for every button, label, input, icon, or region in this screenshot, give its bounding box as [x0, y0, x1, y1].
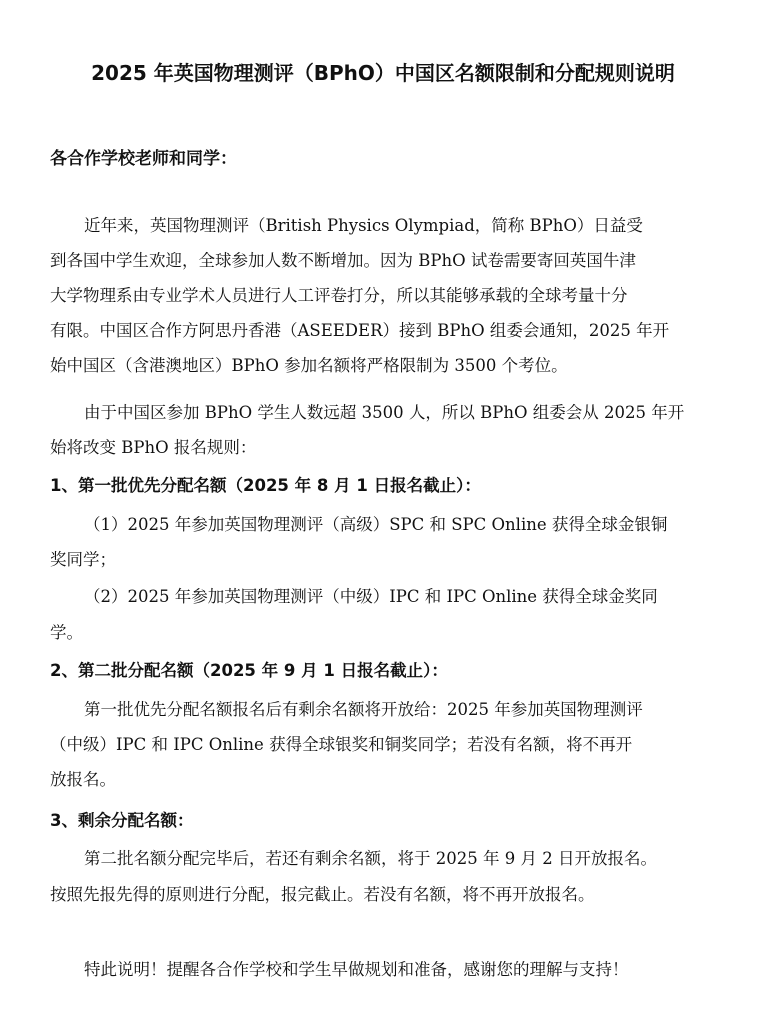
change-line-1: 由于中国区参加 BPhO 学生人数远超 3500 人，所以 BPhO 组委会从 2025 年开: [84, 403, 685, 422]
change-line-2: 始将改变 BPhO 报名规则：: [50, 438, 257, 457]
section2-line-2: （中级）IPC 和 IPC Online 获得全球银奖和铜奖同学；若没有名额，将不再开: [50, 735, 633, 754]
intro-line-5: 始中国区（含港澳地区）BPhO 参加名额将严格限制为 3500 个考位。: [50, 356, 568, 375]
section1-item2-line-2: 学。: [50, 623, 83, 642]
salutation: 各合作学校老师和同学：: [50, 149, 237, 169]
section1-item1-line-1: （1）2025 年参加英国物理测评（高级）SPC 和 SPC Online 获得全球金银铜: [84, 515, 668, 534]
intro-line-4: 有限。中国区合作方阿思丹香港（ASEEDER）接到 BPhO 组委会通知，2025 年开: [50, 321, 670, 340]
intro-line-2: 到各国中学生欢迎，全球参加人数不断增加。因为 BPhO 试卷需要寄回英国牛津: [50, 251, 636, 270]
closing-note: 特此说明！提醒各合作学校和学生早做规划和准备，感谢您的理解与支持！: [84, 960, 629, 979]
section3-heading: 3、剩余分配名额：: [50, 811, 194, 830]
document-title: 2025 年英国物理测评（BPhO）中国区名额限制和分配规则说明: [91, 61, 675, 85]
section1-item1-line-2: 奖同学；: [50, 550, 116, 569]
intro-line-3: 大学物理系由专业学术人员进行人工评卷打分，所以其能够承载的全球考量十分: [50, 286, 628, 305]
section2-line-3: 放报名。: [50, 770, 116, 789]
section3-line-1: 第二批名额分配完毕后，若还有剩余名额，将于 2025 年 9 月 2 日开放报名。: [84, 849, 657, 868]
section1-heading: 1、第一批优先分配名额（2025 年 8 月 1 日报名截止）：: [50, 476, 481, 495]
section1-item2-line-1: （2）2025 年参加英国物理测评（中级）IPC 和 IPC Online 获得全球金奖同: [84, 587, 658, 606]
intro-line-1: 近年来，英国物理测评（British Physics Olympiad，简称 BPhO）日益受: [84, 216, 643, 235]
section2-heading: 2、第二批分配名额（2025 年 9 月 1 日报名截止）：: [50, 661, 448, 680]
section3-line-2: 按照先报先得的原则进行分配，报完截止。若没有名额，将不再开放报名。: [50, 885, 595, 904]
section2-line-1: 第一批优先分配名额报名后有剩余名额将开放给：2025 年参加英国物理测评: [84, 700, 643, 719]
